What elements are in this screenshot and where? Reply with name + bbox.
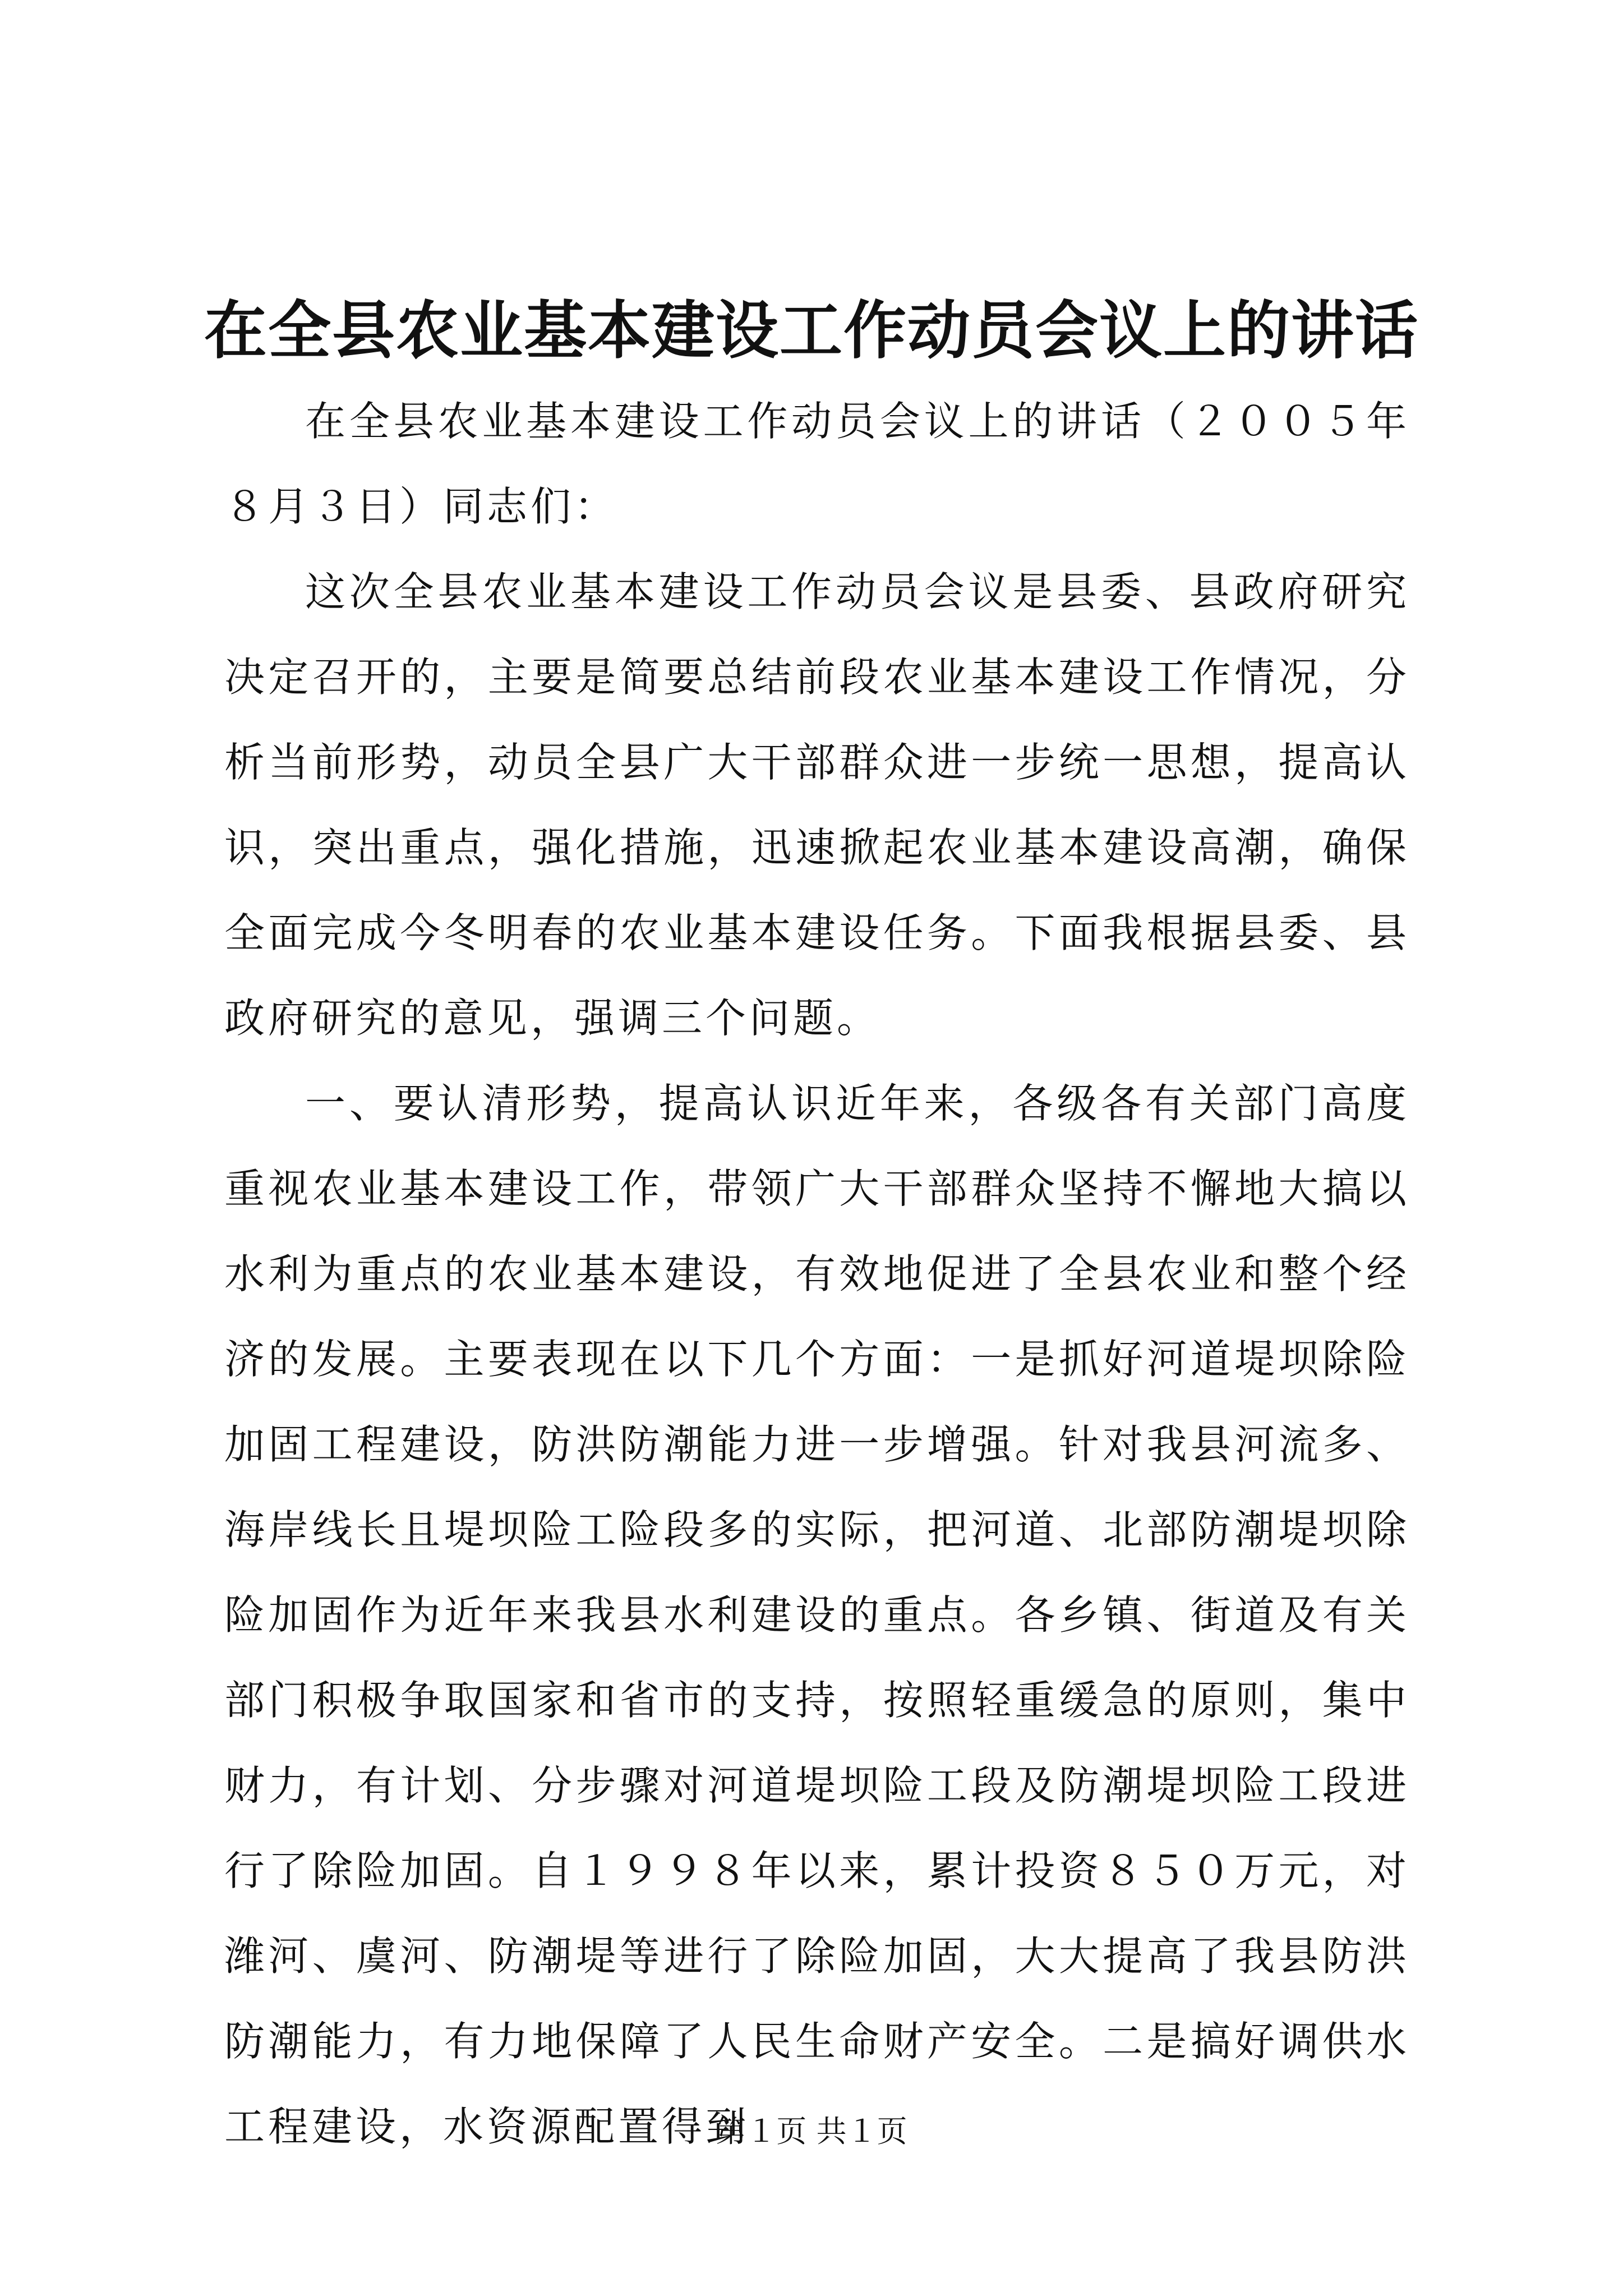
paragraph-introduction: 这次全县农业基本建设工作动员会议是县委、县政府研究决定召开的，主要是简要总结前段农业基本建设工作情况，分析当前形势，动员全县广大干部群众进一步统一思想，提高认识，突出重点，强化措施，迅速掀起农业基本建设高潮，确保全面完成今冬明春的农业基本建设任务。下面我根据县委、县政府研究的意见，强调三个问题。: [224, 568, 1410, 1042]
page-number-footer: 第１页 共１页: [716, 2114, 907, 2149]
paragraph-heading-line: 在全县农业基本建设工作动员会议上的讲话（２００５年８月３日）同志们：: [224, 398, 1410, 530]
document-body: [224, 379, 1410, 2169]
document-title: 在全县农业基本建设工作动员会议上的讲话: [204, 294, 1419, 367]
paragraph-section-one: 一、要认清形势，提高认识近年来，各级各有关部门高度重视农业基本建设工作，带领广大干部群众坚持不懈地大搞以水利为重点的农业基本建设，有效地促进了全县农业和整个经济的发展。主要表现在以下几个方面：一是抓好河道堤坝除险加固工程建设，防洪防潮能力进一步增强。针对我县河流多、海岸线长且堤坝险工险段多的实际，把河道、北部防潮堤坝除险加固作为近年来我县水利建设的重点。各乡镇、街道及有关部门积极争取国家和省市的支持，按照轻重缓急的原则，集中财力，有计划、分步骤对河道堤坝险工段及防潮堤坝险工段进行了除险加固。自１９９８年以来，累计投资８５０万元，对潍河、虞河、防潮堤等进行了除险加固，大大提高了我县防洪防潮能力，有力地保障了人民生命财产安全。二是搞好调供水工程建设，水资源配置得到: [224, 1080, 1410, 2150]
